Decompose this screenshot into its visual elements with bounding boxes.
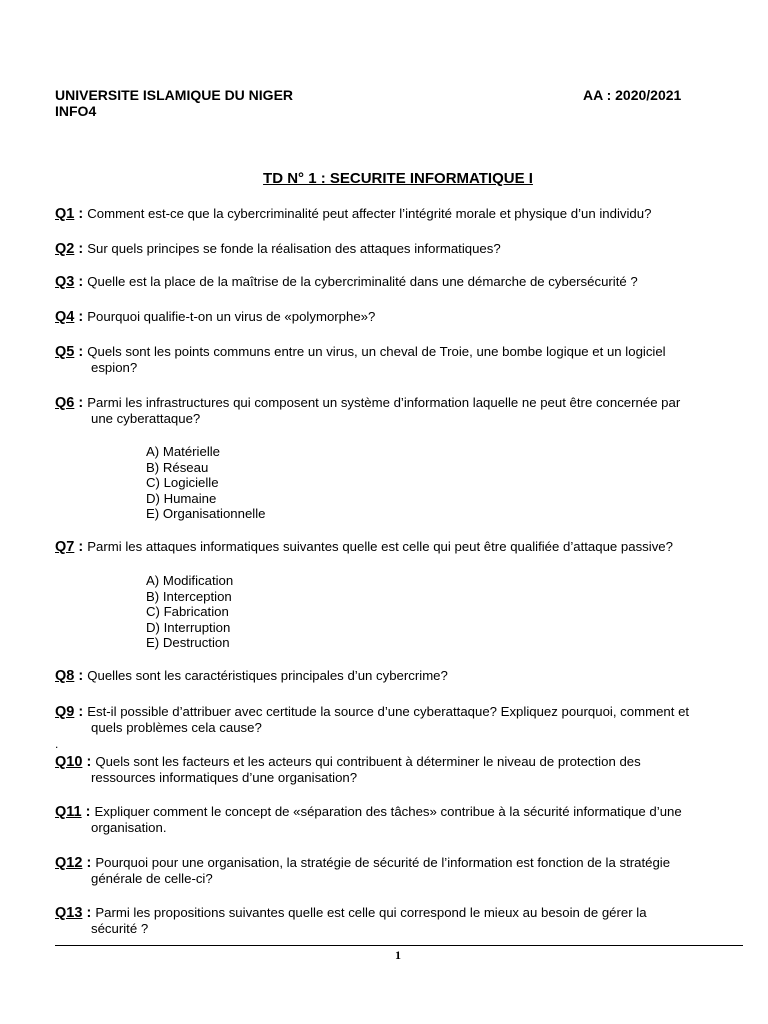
question-number: Q4	[55, 309, 75, 325]
question-9: Q9 : Est-il possible d’attribuer avec certitude la source d’une cyberattaque? Expliquez pourquoi, comment et quels problèmes cela cause?	[55, 704, 745, 736]
question-6: Q6 : Parmi les infrastructures qui composent un système d’information laquelle ne peut être concernée par une cyberattaque?	[55, 395, 745, 427]
question-text-continued: sécurité ?	[91, 921, 149, 936]
question-number: Q3	[55, 274, 75, 290]
question-number: Q10	[55, 754, 83, 770]
option: B) Réseau	[146, 459, 209, 475]
question-text: Quels sont les facteurs et les acteurs qui contribuent à déterminer le niveau de protection des	[95, 754, 641, 769]
question-4: Q4 : Pourquoi qualifie-t-on un virus de «polymorphe»?	[55, 309, 376, 325]
option: C) Fabrication	[146, 604, 229, 619]
footer-divider	[55, 945, 743, 946]
university-name: UNIVERSITE ISLAMIQUE DU NIGER	[55, 87, 294, 103]
question-text: Est-il possible d’attribuer avec certitude la source d’une cyberattaque? Expliquez pourquoi, comment et	[87, 704, 690, 719]
option: C) Logicielle	[146, 475, 219, 490]
question-8: Q8 : Quelles sont les caractéristiques principales d’un cybercrime?	[55, 668, 448, 684]
question-number: Q6	[55, 395, 75, 411]
question-text: Pourquoi qualifie-t-on un virus de «polymorphe»?	[87, 309, 376, 324]
document-title: TD N° 1 : SECURITE INFORMATIQUE I	[263, 170, 533, 187]
question-number: Q1	[55, 206, 75, 222]
option: E) Destruction	[146, 635, 230, 650]
question-text-continued: une cyberattaque?	[91, 411, 201, 426]
question-text: Sur quels principes se fonde la réalisation des attaques informatiques?	[87, 241, 501, 256]
q7-options	[146, 573, 233, 651]
question-text: Parmi les attaques informatiques suivantes quelle est celle qui peut être qualifiée d’attaque passive?	[87, 539, 673, 554]
q6-options	[146, 444, 266, 522]
question-1: Q1 : Comment est-ce que la cybercriminalité peut affecter l’intégrité morale et physique d’un individu?	[55, 206, 652, 222]
question-text-continued: ressources informatiques d’une organisation?	[91, 770, 358, 785]
question-11: Q11 : Expliquer comment le concept de «séparation des tâches» contribue à la sécurité informatique d’une organisation.	[55, 804, 745, 836]
question-number: Q11	[55, 804, 82, 820]
question-7: Q7 : Parmi les attaques informatiques suivantes quelle est celle qui peut être qualifiée d’attaque passive?	[55, 539, 673, 555]
question-10: Q10 : Quels sont les facteurs et les acteurs qui contribuent à déterminer le niveau de protection des ressources informatiques d’une organisation?	[55, 754, 745, 786]
question-number: Q7	[55, 539, 75, 555]
page-number: 1	[395, 948, 401, 962]
stray-dot: .	[55, 737, 59, 751]
question-text: Comment est-ce que la cybercriminalité peut affecter l’intégrité morale et physique d’un individu?	[87, 206, 652, 221]
question-text-continued: espion?	[91, 360, 138, 375]
academic-year: AA : 2020/2021	[583, 87, 682, 103]
question-12: Q12 : Pourquoi pour une organisation, la stratégie de sécurité de l’information est fonction de la stratégie générale de celle-ci?	[55, 855, 745, 887]
option: E) Organisationnelle	[146, 506, 266, 521]
question-number: Q8	[55, 668, 75, 684]
question-text: Pourquoi pour une organisation, la stratégie de sécurité de l’information est fonction de la stratégie	[95, 855, 671, 870]
question-text: Expliquer comment le concept de «séparation des tâches» contribue à la sécurité informatique d’une	[94, 804, 682, 819]
question-text-continued: organisation.	[91, 820, 167, 835]
option: D) Humaine	[146, 490, 217, 506]
question-text-continued: quels problèmes cela cause?	[91, 720, 262, 735]
question-number: Q9	[55, 704, 75, 720]
question-text: Quelles sont les caractéristiques principales d’un cybercrime?	[87, 668, 448, 683]
question-text: Quels sont les points communs entre un virus, un cheval de Troie, une bombe logique et un logiciel	[87, 344, 666, 359]
question-2: Q2 : Sur quels principes se fonde la réalisation des attaques informatiques?	[55, 241, 501, 257]
question-text: Parmi les propositions suivantes quelle est celle qui correspond le mieux au besoin de gérer la	[95, 905, 647, 920]
question-text: Quelle est la place de la maîtrise de la cybercriminalité dans une démarche de cybersécurité ?	[87, 274, 638, 289]
question-number: Q5	[55, 344, 75, 360]
option: A) Modification	[146, 573, 234, 588]
question-13: Q13 : Parmi les propositions suivantes quelle est celle qui correspond le mieux au besoin de gérer la sécurité ?	[55, 905, 745, 937]
question-text: Parmi les infrastructures qui composent un système d’information laquelle ne peut être concernée par	[87, 395, 681, 410]
option: A) Matérielle	[146, 444, 221, 459]
question-5: Q5 : Quels sont les points communs entre un virus, un cheval de Troie, une bombe logique et un logiciel espion?	[55, 344, 745, 376]
question-number: Q2	[55, 241, 75, 257]
question-3: Q3 : Quelle est la place de la maîtrise de la cybercriminalité dans une démarche de cybersécurité ?	[55, 274, 638, 290]
option: D) Interruption	[146, 619, 231, 635]
class-name: INFO4	[55, 103, 97, 119]
question-number: Q13	[55, 905, 83, 921]
question-text-continued: générale de celle-ci?	[91, 871, 213, 886]
option: B) Interception	[146, 588, 232, 604]
question-number: Q12	[55, 855, 83, 871]
